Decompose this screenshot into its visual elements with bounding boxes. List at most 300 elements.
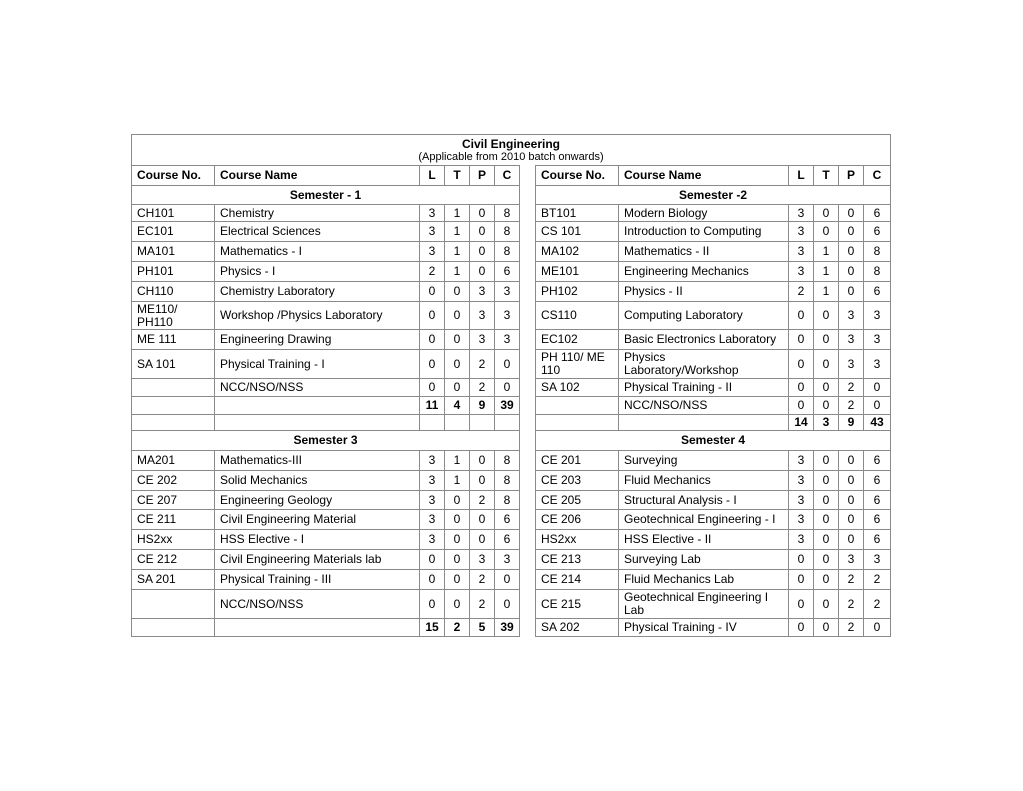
course-name	[215, 397, 420, 415]
c-value: 6	[864, 530, 891, 550]
l-value: 3	[420, 205, 445, 222]
course-row	[132, 510, 891, 530]
course-name: Geotechnical Engineering - I	[619, 510, 789, 530]
course-row	[132, 570, 891, 590]
header-l: L	[789, 166, 814, 186]
l-value: 3	[789, 530, 814, 550]
course-name	[215, 415, 420, 431]
column-gap	[520, 431, 536, 451]
header-t: T	[814, 166, 839, 186]
c-value: 0	[495, 379, 520, 397]
course-row	[132, 397, 891, 415]
column-gap	[520, 415, 536, 431]
semester-2-heading: Semester -2	[536, 186, 891, 205]
t-value: 0	[814, 590, 839, 619]
p-value: 2	[839, 379, 864, 397]
column-gap	[520, 205, 536, 222]
course-code: ME110/ PH110	[132, 302, 215, 330]
column-gap	[520, 222, 536, 242]
t-value: 1	[445, 451, 470, 471]
c-value: 3	[495, 330, 520, 350]
header-course-no: Course No.	[132, 166, 215, 186]
course-code: PH102	[536, 282, 619, 302]
course-name: Surveying Lab	[619, 550, 789, 570]
course-name: Solid Mechanics	[215, 471, 420, 491]
c-value: 8	[495, 491, 520, 510]
course-code: CE 215	[536, 590, 619, 619]
c-value: 3	[864, 302, 891, 330]
c-value: 0	[495, 570, 520, 590]
c-value: 6	[495, 530, 520, 550]
course-code: EC101	[132, 222, 215, 242]
c-value: 3	[864, 330, 891, 350]
t-value: 0	[445, 590, 470, 619]
column-gap	[520, 550, 536, 570]
t-value: 0	[445, 330, 470, 350]
c-value: 3	[495, 282, 520, 302]
t-value: 0	[445, 302, 470, 330]
course-name: Physical Training - II	[619, 379, 789, 397]
c-value: 39	[495, 619, 520, 637]
p-value: 2	[470, 379, 495, 397]
l-value: 2	[789, 282, 814, 302]
course-name: NCC/NSO/NSS	[215, 379, 420, 397]
course-code: CE 211	[132, 510, 215, 530]
l-value: 0	[789, 302, 814, 330]
course-code	[536, 415, 619, 431]
c-value: 8	[495, 471, 520, 491]
course-code: EC102	[536, 330, 619, 350]
l-value: 3	[420, 530, 445, 550]
semester-1-heading: Semester - 1	[132, 186, 520, 205]
course-row	[132, 471, 891, 491]
l-value: 3	[789, 451, 814, 471]
t-value: 0	[814, 222, 839, 242]
c-value: 8	[495, 205, 520, 222]
c-value: 0	[864, 397, 891, 415]
l-value: 3	[420, 510, 445, 530]
column-gap	[520, 510, 536, 530]
course-row	[132, 282, 891, 302]
p-value: 9	[839, 415, 864, 431]
t-value: 0	[814, 330, 839, 350]
page-title: Civil Engineering	[461, 136, 560, 151]
l-value: 0	[789, 550, 814, 570]
course-row	[132, 350, 891, 379]
column-gap	[520, 451, 536, 471]
p-value: 0	[470, 222, 495, 242]
course-name: Physics Laboratory/Workshop	[619, 350, 789, 379]
course-row	[132, 330, 891, 350]
course-code: SA 202	[536, 619, 619, 637]
course-name	[619, 415, 789, 431]
p-value: 0	[839, 510, 864, 530]
c-value: 6	[864, 471, 891, 491]
course-code: SA 101	[132, 350, 215, 379]
course-row	[132, 590, 891, 619]
p-value: 2	[470, 590, 495, 619]
course-row	[132, 242, 891, 262]
course-name: Computing Laboratory	[619, 302, 789, 330]
p-value: 3	[839, 550, 864, 570]
course-code: HS2xx	[132, 530, 215, 550]
p-value: 2	[470, 350, 495, 379]
p-value: 0	[470, 451, 495, 471]
course-name: Engineering Drawing	[215, 330, 420, 350]
course-name: Structural Analysis - I	[619, 491, 789, 510]
l-value: 0	[420, 330, 445, 350]
course-code: PH 110/ ME 110	[536, 350, 619, 379]
course-code	[132, 379, 215, 397]
course-name: Mathematics - II	[619, 242, 789, 262]
l-value: 3	[789, 510, 814, 530]
course-code: CE 201	[536, 451, 619, 471]
l-value: 3	[420, 451, 445, 471]
l-value: 0	[420, 379, 445, 397]
l-value: 0	[420, 570, 445, 590]
course-name: Fluid Mechanics Lab	[619, 570, 789, 590]
t-value: 1	[445, 205, 470, 222]
l-value: 3	[420, 471, 445, 491]
l-value: 3	[420, 222, 445, 242]
header-p: P	[470, 166, 495, 186]
l-value: 0	[789, 397, 814, 415]
p-value: 0	[470, 205, 495, 222]
course-code: CH101	[132, 205, 215, 222]
course-code: BT101	[536, 205, 619, 222]
column-gap	[520, 330, 536, 350]
c-value: 6	[864, 205, 891, 222]
course-row	[132, 379, 891, 397]
course-code: CE 214	[536, 570, 619, 590]
c-value: 0	[495, 590, 520, 619]
l-value: 3	[789, 471, 814, 491]
l-value: 0	[789, 570, 814, 590]
column-gap	[520, 166, 536, 186]
l-value: 3	[420, 491, 445, 510]
column-header-row	[132, 166, 891, 186]
l-value: 15	[420, 619, 445, 637]
course-code: MA201	[132, 451, 215, 471]
course-name: Civil Engineering Material	[215, 510, 420, 530]
course-name	[215, 619, 420, 637]
course-code: CE 203	[536, 471, 619, 491]
course-code: ME 111	[132, 330, 215, 350]
p-value: 0	[839, 471, 864, 491]
l-value: 2	[420, 262, 445, 282]
c-value: 3	[495, 550, 520, 570]
t-value: 1	[445, 262, 470, 282]
t-value: 1	[445, 242, 470, 262]
course-code: CE 207	[132, 491, 215, 510]
course-name: Civil Engineering Materials lab	[215, 550, 420, 570]
t-value: 0	[445, 282, 470, 302]
t-value: 0	[445, 550, 470, 570]
column-gap	[520, 570, 536, 590]
course-code: MA101	[132, 242, 215, 262]
t-value: 0	[445, 570, 470, 590]
course-code	[536, 397, 619, 415]
column-gap	[520, 262, 536, 282]
c-value: 3	[864, 350, 891, 379]
c-value: 6	[864, 222, 891, 242]
column-gap	[520, 491, 536, 510]
t-value: 1	[814, 262, 839, 282]
header-c: C	[495, 166, 520, 186]
course-code: CE 212	[132, 550, 215, 570]
l-value: 0	[789, 379, 814, 397]
course-name: Electrical Sciences	[215, 222, 420, 242]
course-row	[132, 415, 891, 431]
t-value: 0	[814, 471, 839, 491]
course-code: CE 205	[536, 491, 619, 510]
course-name: Physical Training - IV	[619, 619, 789, 637]
course-name: Engineering Geology	[215, 491, 420, 510]
l-value: 3	[789, 491, 814, 510]
p-value: 0	[470, 242, 495, 262]
course-code: CE 202	[132, 471, 215, 491]
t-value: 0	[445, 491, 470, 510]
semester-4-heading: Semester 4	[536, 431, 891, 451]
t-value: 0	[814, 397, 839, 415]
semester-header-row	[132, 186, 891, 205]
t-value: 1	[814, 282, 839, 302]
t-value: 2	[445, 619, 470, 637]
l-value: 0	[420, 350, 445, 379]
t-value: 0	[814, 379, 839, 397]
p-value: 3	[470, 282, 495, 302]
p-value: 2	[839, 397, 864, 415]
course-row	[132, 550, 891, 570]
column-gap	[520, 590, 536, 619]
course-code: CS110	[536, 302, 619, 330]
course-name: Workshop /Physics Laboratory	[215, 302, 420, 330]
course-code: CE 206	[536, 510, 619, 530]
course-row	[132, 530, 891, 550]
l-value: 3	[789, 242, 814, 262]
p-value: 0	[470, 530, 495, 550]
p-value: 3	[839, 302, 864, 330]
course-name: Geotechnical Engineering I Lab	[619, 590, 789, 619]
l-value: 14	[789, 415, 814, 431]
c-value: 6	[864, 451, 891, 471]
semester-3-heading: Semester 3	[132, 431, 520, 451]
p-value: 2	[839, 619, 864, 637]
header-course-name: Course Name	[619, 166, 789, 186]
course-code: HS2xx	[536, 530, 619, 550]
l-value: 0	[789, 619, 814, 637]
p-value: 0	[839, 262, 864, 282]
c-value: 6	[864, 491, 891, 510]
page-subtitle: (Applicable from 2010 batch onwards)	[418, 150, 604, 163]
t-value: 1	[814, 242, 839, 262]
t-value: 3	[814, 415, 839, 431]
l-value: 3	[420, 242, 445, 262]
p-value: 0	[839, 530, 864, 550]
c-value: 3	[864, 550, 891, 570]
table-title-cell	[132, 135, 891, 166]
column-gap	[520, 282, 536, 302]
l-value: 0	[420, 590, 445, 619]
c-value: 43	[864, 415, 891, 431]
c-value: 0	[864, 619, 891, 637]
course-code: SA 102	[536, 379, 619, 397]
t-value: 0	[445, 530, 470, 550]
c-value: 0	[495, 350, 520, 379]
c-value: 8	[495, 222, 520, 242]
course-name: Chemistry Laboratory	[215, 282, 420, 302]
course-name: Surveying	[619, 451, 789, 471]
course-name: Physical Training - I	[215, 350, 420, 379]
course-name: Mathematics-III	[215, 451, 420, 471]
course-code: CS 101	[536, 222, 619, 242]
c-value: 8	[864, 242, 891, 262]
t-value: 4	[445, 397, 470, 415]
p-value: 0	[470, 510, 495, 530]
course-name: Modern Biology	[619, 205, 789, 222]
course-row	[132, 491, 891, 510]
header-c: C	[864, 166, 891, 186]
t-value: 0	[814, 550, 839, 570]
course-code	[132, 415, 215, 431]
c-value: 6	[495, 262, 520, 282]
c-value: 2	[864, 590, 891, 619]
course-name: Fluid Mechanics	[619, 471, 789, 491]
curriculum-table	[131, 134, 891, 637]
p-value: 0	[839, 451, 864, 471]
course-name: Basic Electronics Laboratory	[619, 330, 789, 350]
course-name: Physics - II	[619, 282, 789, 302]
header-l: L	[420, 166, 445, 186]
p-value: 0	[839, 205, 864, 222]
p-value: 0	[839, 242, 864, 262]
l-value: 0	[420, 282, 445, 302]
course-code: ME101	[536, 262, 619, 282]
l-value: 3	[789, 262, 814, 282]
c-value: 6	[864, 282, 891, 302]
course-code	[132, 619, 215, 637]
l-value: 3	[789, 222, 814, 242]
p-value: 0	[470, 471, 495, 491]
course-code	[132, 590, 215, 619]
c-value: 2	[864, 570, 891, 590]
p-value: 3	[470, 550, 495, 570]
c-value: 0	[864, 379, 891, 397]
column-gap	[520, 397, 536, 415]
p-value: 9	[470, 397, 495, 415]
p-value: 2	[470, 491, 495, 510]
course-row	[132, 262, 891, 282]
c-value: 8	[864, 262, 891, 282]
t-value: 0	[445, 510, 470, 530]
l-value: 0	[789, 350, 814, 379]
p-value: 0	[839, 222, 864, 242]
c-value: 6	[864, 510, 891, 530]
t-value	[445, 415, 470, 431]
p-value: 2	[839, 590, 864, 619]
t-value: 0	[814, 302, 839, 330]
p-value: 0	[839, 282, 864, 302]
course-name: Engineering Mechanics	[619, 262, 789, 282]
p-value: 3	[839, 350, 864, 379]
p-value	[470, 415, 495, 431]
p-value: 0	[470, 262, 495, 282]
course-row	[132, 451, 891, 471]
course-row	[132, 205, 891, 222]
header-t: T	[445, 166, 470, 186]
t-value: 0	[814, 451, 839, 471]
course-code: CE 213	[536, 550, 619, 570]
course-name: HSS Elective - II	[619, 530, 789, 550]
p-value: 3	[470, 330, 495, 350]
l-value: 11	[420, 397, 445, 415]
column-gap	[520, 530, 536, 550]
p-value: 2	[470, 570, 495, 590]
t-value: 0	[445, 350, 470, 379]
p-value: 0	[839, 491, 864, 510]
l-value: 3	[789, 205, 814, 222]
course-row	[132, 302, 891, 330]
course-name: NCC/NSO/NSS	[215, 590, 420, 619]
column-gap	[520, 350, 536, 379]
l-value	[420, 415, 445, 431]
column-gap	[520, 379, 536, 397]
t-value: 0	[445, 379, 470, 397]
course-code: MA102	[536, 242, 619, 262]
t-value: 1	[445, 471, 470, 491]
course-code: CH110	[132, 282, 215, 302]
t-value: 1	[445, 222, 470, 242]
c-value: 8	[495, 242, 520, 262]
course-code: PH101	[132, 262, 215, 282]
t-value: 0	[814, 491, 839, 510]
course-name: Physics - I	[215, 262, 420, 282]
header-p: P	[839, 166, 864, 186]
c-value: 39	[495, 397, 520, 415]
course-name: Introduction to Computing	[619, 222, 789, 242]
semester-header-row	[132, 431, 891, 451]
t-value: 0	[814, 350, 839, 379]
t-value: 0	[814, 570, 839, 590]
header-course-no: Course No.	[536, 166, 619, 186]
course-row	[132, 619, 891, 637]
course-code: SA 201	[132, 570, 215, 590]
c-value: 8	[495, 451, 520, 471]
c-value	[495, 415, 520, 431]
p-value: 3	[839, 330, 864, 350]
c-value: 3	[495, 302, 520, 330]
course-name: Chemistry	[215, 205, 420, 222]
course-name: HSS Elective - I	[215, 530, 420, 550]
l-value: 0	[789, 590, 814, 619]
course-name: Mathematics - I	[215, 242, 420, 262]
p-value: 2	[839, 570, 864, 590]
l-value: 0	[420, 550, 445, 570]
p-value: 3	[470, 302, 495, 330]
l-value: 0	[420, 302, 445, 330]
column-gap	[520, 471, 536, 491]
column-gap	[520, 302, 536, 330]
column-gap	[520, 619, 536, 637]
t-value: 0	[814, 530, 839, 550]
header-course-name: Course Name	[215, 166, 420, 186]
t-value: 0	[814, 205, 839, 222]
p-value: 5	[470, 619, 495, 637]
course-name: Physical Training - III	[215, 570, 420, 590]
course-name: NCC/NSO/NSS	[619, 397, 789, 415]
l-value: 0	[789, 330, 814, 350]
column-gap	[520, 242, 536, 262]
